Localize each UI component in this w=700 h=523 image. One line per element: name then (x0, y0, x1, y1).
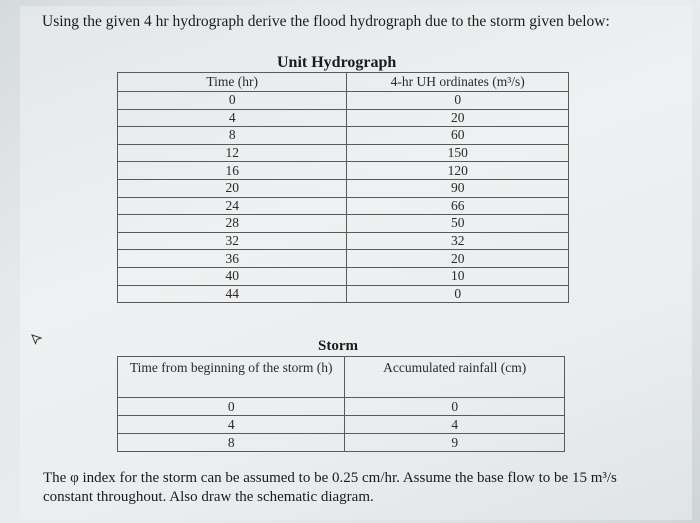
storm-title: Storm (318, 338, 358, 354)
table-cell: 0 (347, 285, 569, 303)
table-row (118, 144, 569, 162)
table-cell: 8 (118, 434, 345, 452)
table-header-row (118, 73, 569, 92)
column-header-storm-time: Time from beginning of the storm (h) (118, 357, 345, 398)
footer-text: The φ index for the storm can be assumed to be 0.25 cm/hr. Assume the base flow to be 15 m³/s constant throughout. Also draw the schematic diagram. (43, 470, 617, 505)
table-cell: 0 (347, 92, 569, 110)
table-cell: 20 (347, 250, 569, 268)
table-cell: 4 (118, 109, 347, 127)
column-header-ordinates: 4-hr UH ordinates (m³/s) (347, 73, 569, 92)
table-cell: 20 (347, 109, 569, 127)
table-cell: 28 (118, 215, 347, 233)
table-cell: 32 (347, 232, 569, 250)
table-cell: 0 (118, 92, 347, 110)
table-cell: 9 (345, 434, 565, 452)
table-row (118, 267, 569, 285)
table-cell: 44 (118, 285, 347, 303)
table-cell: 4 (345, 416, 565, 434)
table-row (118, 197, 569, 215)
table-header-row (118, 357, 565, 398)
table-cell: 60 (347, 127, 569, 145)
table-row (118, 179, 569, 197)
table-cell: 10 (347, 267, 569, 285)
table-cell: 12 (118, 144, 347, 162)
table-row (118, 250, 569, 268)
table-cell: 50 (347, 215, 569, 233)
table-cell: 90 (347, 179, 569, 197)
table-row (118, 162, 569, 180)
table-cell: 24 (118, 197, 347, 215)
table-cell: 0 (118, 398, 345, 416)
table-row (118, 109, 569, 127)
unit-hydrograph-table (117, 72, 569, 303)
table-row (118, 127, 569, 145)
table-cell: 120 (347, 162, 569, 180)
column-header-time: Time (hr) (118, 73, 347, 92)
table-cell: 40 (118, 267, 347, 285)
question-text: Using the given 4 hr hydrograph derive the flood hydrograph due to the storm given below: (42, 13, 610, 30)
table-cell: 20 (118, 179, 347, 197)
table-cell: 16 (118, 162, 347, 180)
table-row (118, 92, 569, 110)
table-cell: 66 (347, 197, 569, 215)
table-cell: 0 (345, 398, 565, 416)
column-header-accumulated-rainfall: Accumulated rainfall (cm) (345, 357, 565, 398)
table-row (118, 285, 569, 303)
table-row (118, 398, 565, 416)
table-cell: 36 (118, 250, 347, 268)
table-row (118, 416, 565, 434)
table-cell: 150 (347, 144, 569, 162)
storm-table (117, 356, 565, 452)
mouse-cursor-icon (30, 332, 44, 346)
table-row (118, 434, 565, 452)
unit-hydrograph-title: Unit Hydrograph (277, 54, 397, 71)
table-cell: 8 (118, 127, 347, 145)
table-row (118, 215, 569, 233)
table-cell: 4 (118, 416, 345, 434)
table-row (118, 232, 569, 250)
table-cell: 32 (118, 232, 347, 250)
